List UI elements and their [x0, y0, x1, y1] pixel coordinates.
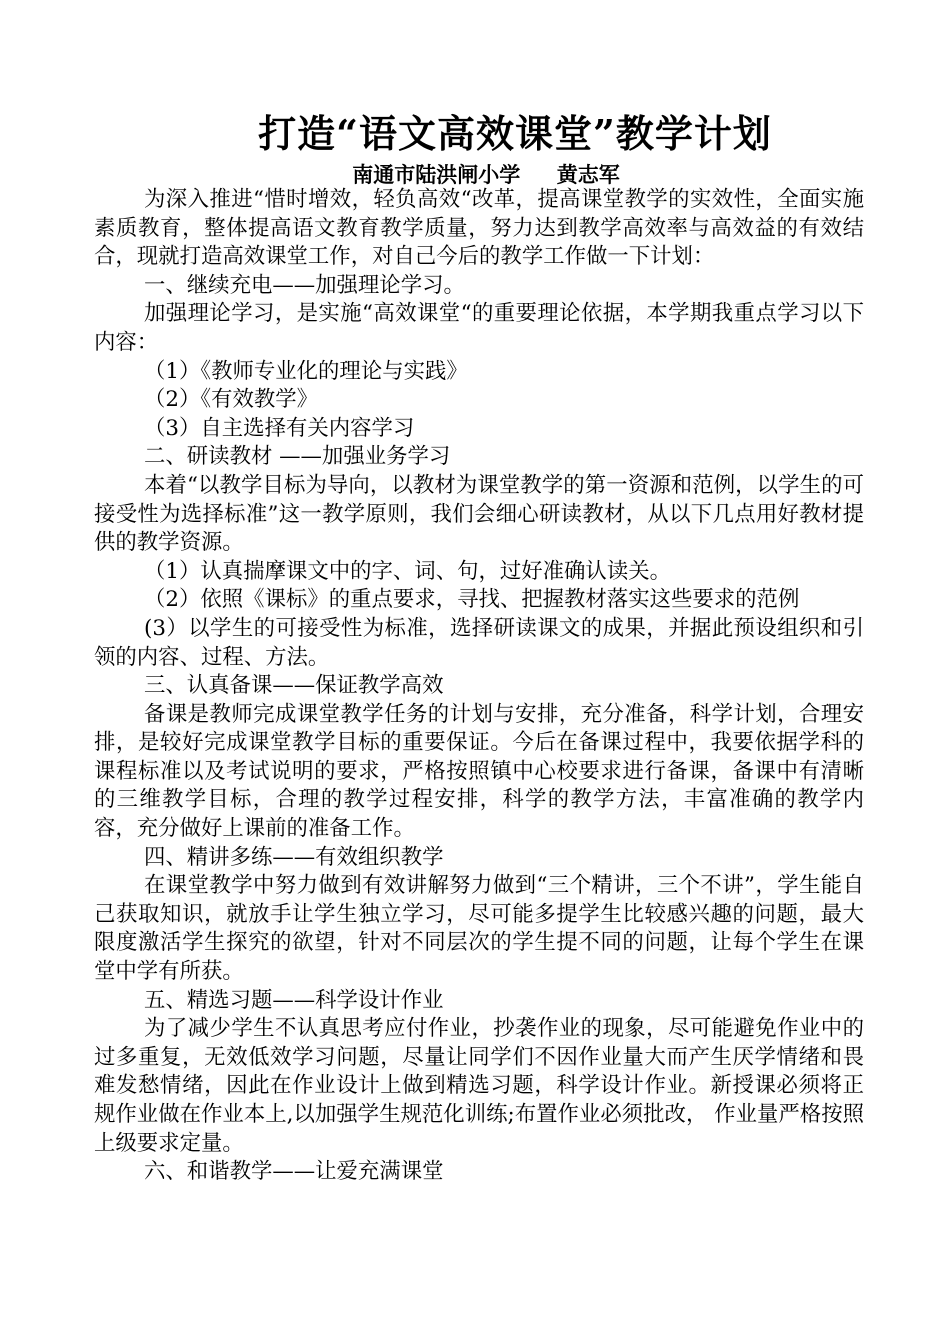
list-item-1-3: （3）自主选择有关内容学习 — [144, 415, 415, 441]
list-item-2-3: (3）以学生的可接受性为标准，选择研读课文的成果，并据此预设组织和引领的内容、过程、方法。 — [94, 615, 864, 670]
list-item-1-1: （1）《教师专业化的理论与实践》 — [144, 358, 468, 384]
paragraph-intro: 为深入推进“惜时增效，轻负高效“改革，提高课堂教学的实效性，全面实施素质教育，整体提高语文教育教学质量，努力达到教学高效率与高效益的有效结合，现就打造高效课堂工作，对自己今后的教学工作做一下计划： — [94, 187, 864, 270]
paragraph-section-5: 为了减少学生不认真思考应付作业，抄袭作业的现象，尽可能避免作业中的过多重复，无效低效学习问题，尽量让同学们不因作业量大而产生厌学情绪和畏难发愁情绪，因此在作业设计上做到精选习题，科学设计作业。新授课必须将正规作业做在作业本上,以加强学生规范化训练;布置作业必须批改， 作业量严格按照上级要求定量。 — [94, 1016, 864, 1156]
paragraph-section-1: 加强理论学习，是实施“高效课堂“的重要理论依据，本学期我重点学习以下内容： — [94, 301, 864, 355]
document-title: 打造“语文高效课堂”教学计划 — [258, 111, 772, 156]
paragraph-section-2: 本着“以教学目标为导向，以教材为课堂教学的第一资源和范例，以学生的可接受性为选择标准”这一教学原则，我们会细心研读教材，从以下几点用好教材提供的教学资源。 — [94, 472, 864, 556]
heading-section-3: 三、认真备课——保证教学高效 — [144, 673, 444, 699]
list-item-2-1: （1）认真揣摩课文中的字、词、句，过好准确认读关。 — [144, 558, 671, 584]
heading-section-6: 六、和谐教学——让爱充满课堂 — [144, 1159, 444, 1185]
list-item-1-2: （2）《有效教学》 — [144, 387, 319, 413]
author-line: 南通市陆洪闸小学 黄志军 — [352, 162, 620, 187]
paragraph-section-4: 在课堂教学中努力做到有效讲解努力做到“三个精讲，三个不讲”，学生能自己获取知识，就放手让学生独立学习，尽可能多提学生比较感兴趣的问题，最大限度激活学生探究的欲望，针对不同层次的学生提不同的问题，让每个学生在课堂中学有所获。 — [94, 873, 864, 985]
list-item-2-2: （2）依照《课标》的重点要求，寻找、把握教材落实这些要求的范例 — [144, 587, 800, 613]
heading-section-1: 一、继续充电——加强理论学习。 — [144, 272, 465, 298]
heading-section-5: 五、精选习题——科学设计作业 — [144, 987, 444, 1013]
document-body — [94, 186, 864, 1187]
heading-section-4: 四、精讲多练——有效组织教学 — [144, 844, 444, 870]
heading-section-2: 二、研读教材 ——加强业务学习 — [144, 444, 451, 470]
paragraph-section-3: 备课是教师完成课堂教学任务的计划与安排，充分准备，科学计划，合理安排，是较好完成课堂教学目标的重要保证。今后在备课过程中，我要依据学科的课程标准以及考试说明的要求，严格按照镇中心校要求进行备课，备课中有清晰的三维教学目标，合理的教学过程安排，科学的教学方法，丰富准确的教学内容，充分做好上课前的准备工作。 — [94, 701, 864, 842]
